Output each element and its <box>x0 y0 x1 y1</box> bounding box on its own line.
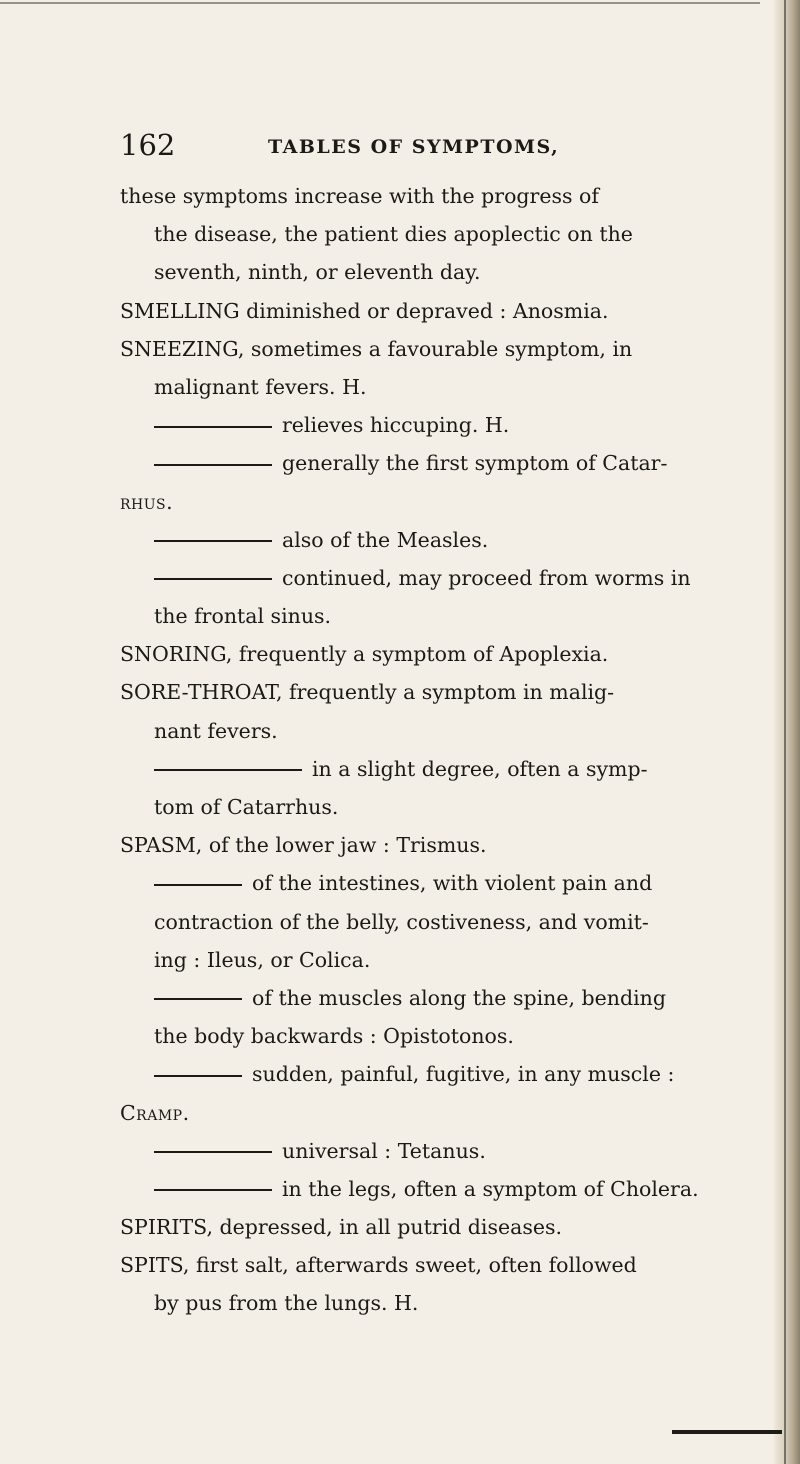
sub-entry <box>120 406 710 444</box>
page-number: 162 <box>120 128 176 162</box>
ditto-dash <box>154 884 242 886</box>
ditto-dash <box>154 426 272 428</box>
entry-snoring: SNORING, frequently a symptom of Apoplexia. <box>120 642 609 667</box>
sub-entry <box>120 1132 710 1170</box>
ditto-dash <box>154 1075 242 1077</box>
entry-spirits: SPIRITS, depressed, in all putrid diseases. <box>120 1215 563 1240</box>
text-line: rhus. <box>120 489 174 514</box>
ditto-dash <box>154 769 302 771</box>
text-line: contraction of the belly, costiveness, and vomit- <box>154 909 649 934</box>
sub-entry <box>120 864 710 902</box>
sub-entry-text: relieves hiccuping. H. <box>282 413 510 438</box>
sub-entry-text: of the intestines, with violent pain and <box>252 871 653 896</box>
ditto-dash <box>154 1189 272 1191</box>
ditto-dash <box>154 998 242 1000</box>
entry-sneezing: SNEEZING, sometimes a favourable symptom, in <box>120 336 633 361</box>
sub-entry-text: sudden, painful, fugitive, in any muscle : <box>252 1062 675 1087</box>
sub-entry <box>120 1055 710 1093</box>
text-line: nant fevers. <box>154 718 278 743</box>
text-line: malignant fevers. H. <box>154 374 367 399</box>
running-head: TABLES OF SYMPTOMS, <box>268 136 560 158</box>
sub-entry-text: of the muscles along the spine, bending <box>252 985 666 1010</box>
text-line: the frontal sinus. <box>154 604 332 629</box>
text-line: these symptoms increase with the progress of <box>120 184 599 208</box>
sub-entry <box>120 750 710 788</box>
entry-sore-throat: SORE-THROAT, frequently a symptom in malig- <box>120 680 615 705</box>
text-line: seventh, ninth, or eleventh day. <box>154 260 481 285</box>
ditto-dash <box>154 1151 272 1153</box>
ditto-dash <box>154 464 272 466</box>
sub-entry-text: universal : Tetanus. <box>282 1138 486 1163</box>
sub-entry-text: generally the first symptom of Catar- <box>282 451 668 476</box>
text-line: the disease, the patient dies apoplectic on the <box>154 222 633 247</box>
sub-entry <box>120 559 710 597</box>
entry-spits: SPITS, first salt, afterwards sweet, often followed <box>120 1253 637 1278</box>
ditto-dash <box>154 578 272 580</box>
text-line: tom of Catarrhus. <box>154 795 339 819</box>
text-line: the body backwards : Opistotonos. <box>154 1024 514 1049</box>
ditto-dash <box>154 540 272 542</box>
text-line: ing : Ileus, or Colica. <box>154 947 371 972</box>
page-body <box>120 177 710 1323</box>
entry-spasm: SPASM, of the lower jaw : Trismus. <box>120 833 487 858</box>
sub-entry <box>120 444 710 482</box>
text-line: by pus from the lungs. H. <box>154 1291 419 1316</box>
entry-smelling: SMELLING diminished or depraved : Anosmia. <box>120 298 609 323</box>
sub-entry <box>120 521 710 559</box>
sub-entry-text: in a slight degree, often a symp- <box>312 756 648 781</box>
page-header <box>120 128 760 168</box>
sub-entry <box>120 1170 710 1208</box>
sub-entry-text: continued, may proceed from worms in <box>282 565 691 590</box>
sub-entry-text: in the legs, often a symptom of Cholera. <box>282 1176 699 1201</box>
sub-entry-text: also of the Measles. <box>282 527 489 552</box>
text-line: Cramp. <box>120 1100 190 1125</box>
sub-entry <box>120 979 710 1017</box>
